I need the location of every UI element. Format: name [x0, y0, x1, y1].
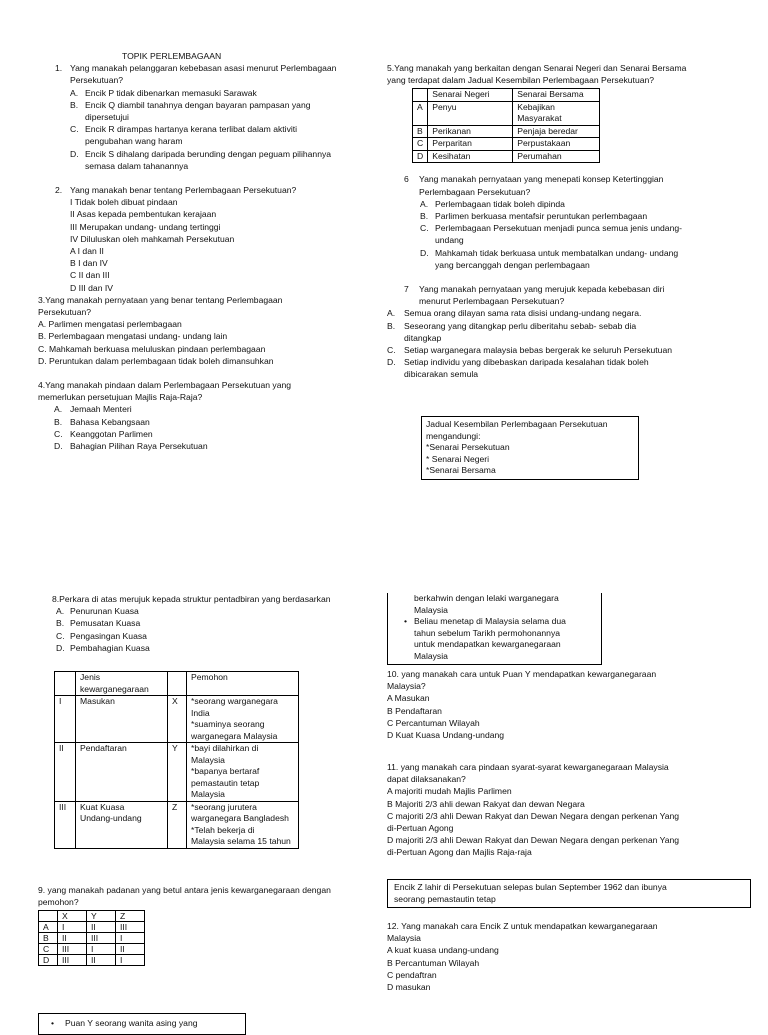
question-stem: 3.Yang manakah pernyataan yang benar tentang Perlembagaan: [38, 294, 283, 305]
option-d: D. Encik S dihalang daripada berunding dengan peguam pilihannya semasa dalam tahanannya: [70, 148, 332, 171]
table-row: A I II III: [39, 922, 145, 933]
padanan-table: [38, 910, 145, 966]
question-stem: Yang manakah pernyataan yang menepati konsep Ketertinggian: [419, 174, 664, 185]
option-c-cont: di-Pertuan Agong: [387, 823, 454, 834]
option-a: A. Semua orang dilayan sama rata disisi undang-undang negara.: [387, 308, 642, 319]
option-b: B. Perlembagaan mengatasi undang- undang lain: [38, 331, 228, 342]
table-header: [413, 89, 428, 102]
option-b: B. Encik Q diambil tanahnya dengan bayaran pampasan yang dipersetujui: [70, 99, 311, 123]
puan-y-box: berkahwin dengan lelaki warganegara Malaysia • Beliau menetap di Malaysia selama dua tahun sebelum Tarikh permohonannya untuk mendapatkan kewarganegaraan Malaysia: [387, 593, 602, 665]
option-a: A I dan II: [70, 246, 104, 257]
table-row: B Perikanan Penjaja beredar: [413, 125, 600, 138]
question-9: [38, 884, 378, 966]
table-header: X: [58, 911, 87, 922]
question-stem: Yang manakah benar tentang Perlembagaan Persekutuan?: [70, 185, 297, 196]
question-stem-cont: Malaysia?: [387, 681, 426, 692]
table-row: D III II I: [39, 955, 145, 966]
option-b: B. Parlimen berkuasa mentafsir peruntukan perlembagaan: [420, 211, 648, 222]
question-2: [38, 184, 368, 294]
question-stem-cont: Persekutuan?: [38, 307, 92, 318]
option-d: D. Setiap individu yang dibebaskan daripada kesalahan tidak boleh dibicarakan semula: [387, 357, 649, 380]
table-header: Z: [116, 911, 145, 922]
question-stem: 5.Yang manakah yang berkaitan dengan Senarai Negeri dan Senarai Bersama: [387, 63, 687, 73]
option-c: C. Perlembagaan Persekutuan menjadi punca semua jenis undang- undang: [420, 223, 682, 246]
statement-iv: IV Diluluskan oleh mahkamah Persekutuan: [70, 233, 235, 244]
option-c: C. Pengasingan Kuasa: [56, 630, 147, 641]
question-3: [38, 294, 368, 367]
question-number: 7: [404, 284, 409, 295]
option-d: D III dan IV: [70, 282, 113, 293]
option-a: A. Parlimen mengatasi perlembagaan: [38, 319, 182, 330]
question-stem: 9. yang manakah padanan yang betul antara jenis kewarganegaraan dengan: [38, 885, 331, 895]
question-stem: 12. Yang manakah cara Encik Z untuk mendapatkan kewarganegaraan: [387, 921, 658, 931]
option-d-cont: di-Pertuan Agong dan Majlis Raja-raja: [387, 847, 532, 858]
option-c: C. Setiap warganegara malaysia bebas bergerak ke seluruh Persekutuan: [387, 345, 673, 356]
question-stem-cont: Persekutuan?: [70, 75, 124, 86]
question-stem-cont: yang terdapat dalam Jadual Kesembilan Perlembagaan Persekutuan?: [387, 75, 655, 86]
page-title: TOPIK PERLEMBAGAAN: [122, 51, 222, 61]
table-header: [168, 672, 187, 696]
option-b: B Percantuman Wilayah: [387, 957, 480, 968]
option-c: C. Mahkamah berkuasa meluluskan pindaan perlembagaan: [38, 343, 266, 354]
question-stem: 8.Perkara di atas merujuk kepada struktur pentadbiran yang berdasarkan: [52, 594, 331, 604]
option-a: A. Perlembagaan tidak boleh dipinda: [420, 198, 565, 209]
option-d: D masukan: [387, 982, 431, 993]
table-header: Jenis kewarganegaraan: [76, 672, 168, 696]
option-a: A kuat kuasa undang-undang: [387, 945, 499, 956]
option-d: D. Mahkamah tidak berkuasa untuk membatalkan undang- undang yang bercanggah dengan perlembagaan: [420, 247, 679, 270]
option-a: A Masukan: [387, 693, 430, 704]
option-b: B. Seseorang yang ditangkap perlu diberitahu sebab- sebab dia ditangkap: [387, 320, 637, 343]
table-row: III Kuat Kuasa Undang-undang Z *seorang jurutera warganegara Bangladesh *Telah bekerja di Malaysia selama 15 tahun: [55, 801, 299, 848]
table-header: [39, 911, 58, 922]
question-number: 1.: [55, 63, 63, 74]
table-row: C Perparitan Perpustakaan: [413, 138, 600, 151]
question-stem-cont: menurut Perlembagaan Persekutuan?: [419, 296, 565, 307]
table-row: B II III I: [39, 933, 145, 944]
option-b: B. Bahasa Kebangsaan: [54, 416, 150, 427]
option-a: A. Jemaah Menteri: [54, 404, 132, 415]
question-stem-cont: Perlembagaan Persekutuan?: [419, 186, 531, 197]
table-header: Senarai Bersama: [513, 89, 600, 102]
question-6: [387, 173, 747, 271]
question-stem: Yang manakah pernyataan yang merujuk kepada kebebasan diri: [419, 284, 665, 295]
question-stem: 10. yang manakah cara untuk Puan Y mendapatkan kewarganegaraan: [387, 669, 657, 679]
table-row: D Kesihatan Perumahan: [413, 150, 600, 163]
statement-ii: II Asas kepada pembentukan kerajaan: [70, 209, 217, 220]
senarai-table: [412, 88, 600, 163]
question-stem-cont: dapat dilaksanakan?: [387, 774, 466, 785]
question-stem-cont: pemohon?: [38, 897, 79, 908]
table-row: II Pendaftaran Y *bayi dilahirkan di Malaysia *bapanya bertaraf pemastautin tetap Malaysia: [55, 743, 299, 802]
option-b: B. Pemusatan Kuasa: [56, 618, 141, 629]
question-stem-cont: memerlukan persetujuan Majlis Raja-Raja?: [38, 392, 203, 403]
question-stem: Yang manakah pelanggaran kebebasan asasi menurut Perlembagaan: [70, 63, 337, 74]
statement-i: I Tidak boleh dibuat pindaan: [70, 197, 178, 208]
question-stem: 4.Yang manakah pindaan dalam Perlembagaan Persekutuan yang: [38, 380, 292, 391]
question-7: [387, 283, 747, 381]
encik-z-box: Encik Z lahir di Persekutuan selepas bulan September 1962 dan ibunya seorang pemastautin tetap: [387, 879, 751, 908]
statement-iii: III Merupakan undang- undang tertinggi: [70, 221, 221, 232]
right-column-top: [387, 62, 747, 381]
puan-y-box-start: • Puan Y seorang wanita asing yang: [38, 1013, 246, 1035]
question-4: [38, 379, 368, 452]
question-stem: 11. yang manakah cara pindaan syarat-syarat kewarganegaraan Malaysia: [387, 762, 669, 772]
question-10: [387, 668, 747, 741]
table-row: I Masukan X *seorang warganegara India *suaminya seorang warganegara Malaysia: [55, 696, 299, 743]
table-row: C III I II: [39, 944, 145, 955]
question-11: [387, 761, 757, 859]
question-number: 2.: [55, 185, 63, 196]
kewarganegaraan-table: [54, 671, 299, 849]
option-a: A. Penurunan Kuasa: [56, 606, 139, 617]
table-header: Senarai Negeri: [428, 89, 513, 102]
option-d: D. Bahagian Pilihan Raya Persekutuan: [54, 441, 208, 452]
table-header: [55, 672, 76, 696]
question-5: [387, 62, 747, 163]
option-d: D. Pembahagian Kuasa: [56, 642, 150, 653]
question-8: [52, 593, 372, 654]
option-d: D Kuat Kuasa Undang-undang: [387, 730, 505, 741]
jadual-kesembilan-box: Jadual Kesembilan Perlembagaan Persekutuan mengandungi: *Senarai Persekutuan * Senarai Negeri *Senarai Bersama: [421, 416, 639, 480]
option-a: A majoriti mudah Majlis Parlimen: [387, 786, 512, 797]
option-a: A. Encik P tidak dibenarkan memasuki Sarawak: [70, 87, 257, 98]
option-c: C. Encik R dirampas hartanya kerana terlibat dalam aktiviti pengubahan wang haram: [70, 124, 298, 147]
question-stem-cont: Malaysia: [387, 933, 421, 944]
question-number: 6: [404, 174, 409, 185]
option-c: C II dan III: [70, 270, 110, 281]
option-d: D. Peruntukan dalam perlembagaan tidak boleh dimansuhkan: [38, 355, 274, 366]
option-b: B I dan IV: [70, 258, 108, 269]
table-header: Pemohon: [187, 672, 299, 696]
table-row: A Penyu Kebajikan Masyarakat: [413, 101, 600, 125]
question-12: [387, 920, 747, 993]
option-c: C pendaftran: [387, 969, 437, 980]
option-b: B Majoriti 2/3 ahli dewan Rakyat dan dewan Negara: [387, 798, 585, 809]
option-b: B Pendaftaran: [387, 705, 442, 716]
option-c: C Percantuman Wilayah: [387, 717, 480, 728]
left-column-top: [38, 50, 368, 452]
option-c: C majoriti 2/3 ahli Dewan Rakyat dan Dewan Negara dengan perkenan Yang: [387, 810, 680, 821]
question-1: [38, 62, 368, 172]
option-c: C. Keanggotan Parlimen: [54, 428, 153, 439]
table-header: Y: [87, 911, 116, 922]
option-d: D majoriti 2/3 ahli Dewan Rakyat dan Dewan Negara dengan perkenan Yang: [387, 835, 680, 846]
